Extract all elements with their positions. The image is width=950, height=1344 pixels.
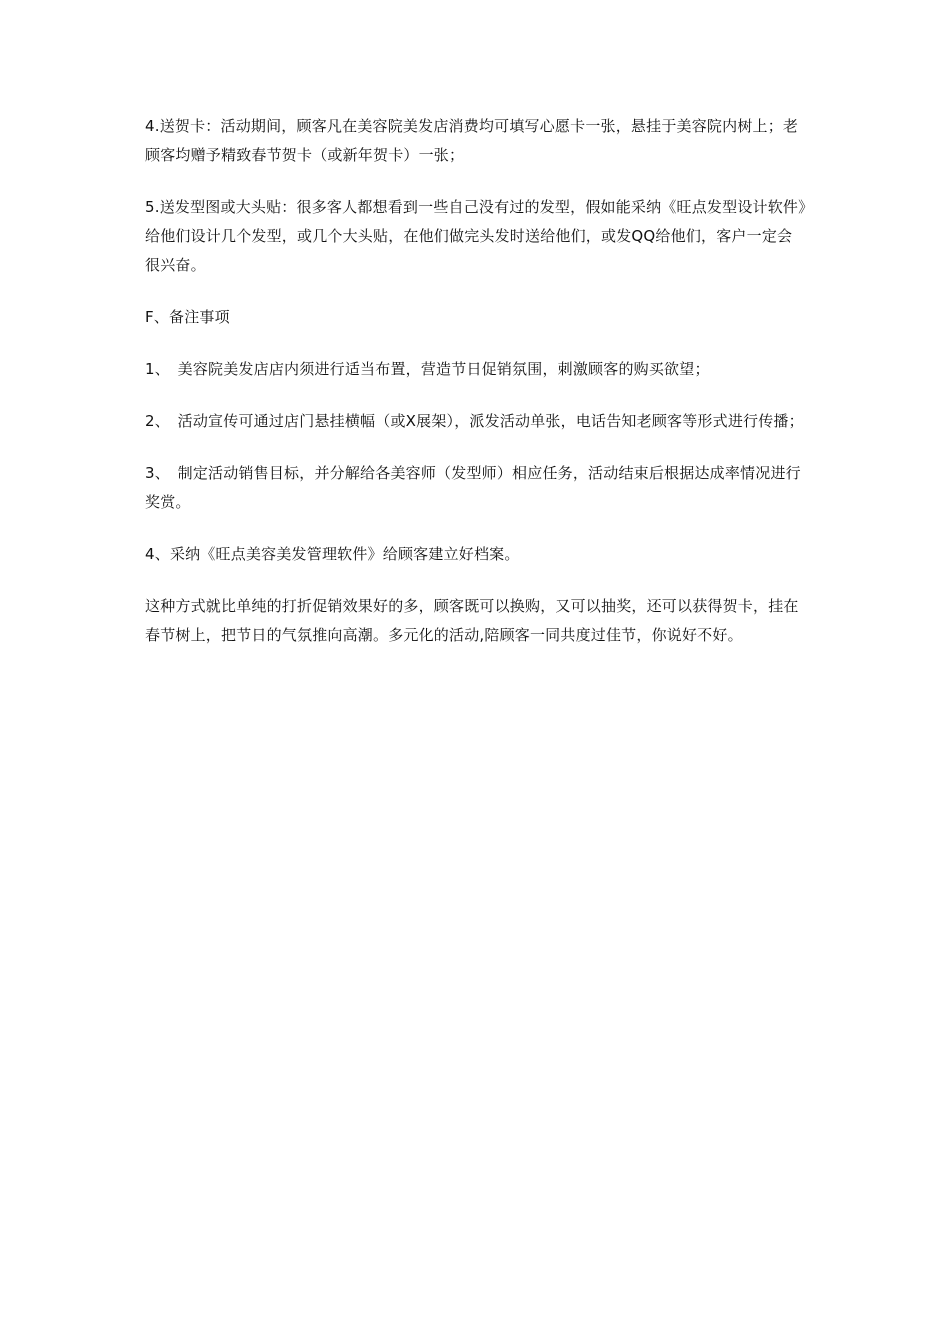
- paragraph-summary: 这种方式就比单纯的打折促销效果好的多，顾客既可以换购，又可以抽奖，还可以获得贺卡，挂在春节树上，把节日的气氛推向高潮。多元化的活动,陪顾客一同共度过佳节，你说好不好。: [145, 597, 799, 644]
- paragraph-greeting-card: 4.送贺卡：活动期间，顾客凡在美容院美发店消费均可填写心愿卡一张，悬挂于美容院内树上；老顾客均赠予精致春节贺卡（或新年贺卡）一张；: [145, 117, 799, 164]
- paragraph-hairstyle-photo: 5.送发型图或大头贴：很多客人都想看到一些自己没有过的发型，假如能采纳《旺点发型设计软件》给他们设计几个发型，或几个大头贴，在他们做完头发时送给他们，或发QQ给他们，客户一定会很兴奋。: [145, 198, 806, 274]
- document-body: [145, 112, 807, 673]
- note-item-4: 4、采纳《旺点美容美发管理软件》给顾客建立好档案。: [145, 545, 520, 563]
- note-item-1: 1、 美容院美发店店内须进行适当布置，营造节日促销氛围，刺激顾客的购买欲望；: [145, 360, 710, 378]
- note-item-2: 2、 活动宣传可通过店门悬挂横幅（或X展架），派发活动单张，电话告知老顾客等形式进行传播；: [145, 412, 804, 430]
- note-item-3: 3、 制定活动销售目标，并分解给各美容师（发型师）相应任务，活动结束后根据达成率情况进行奖赏。: [145, 464, 801, 511]
- section-heading-notes: F、备注事项: [145, 308, 230, 326]
